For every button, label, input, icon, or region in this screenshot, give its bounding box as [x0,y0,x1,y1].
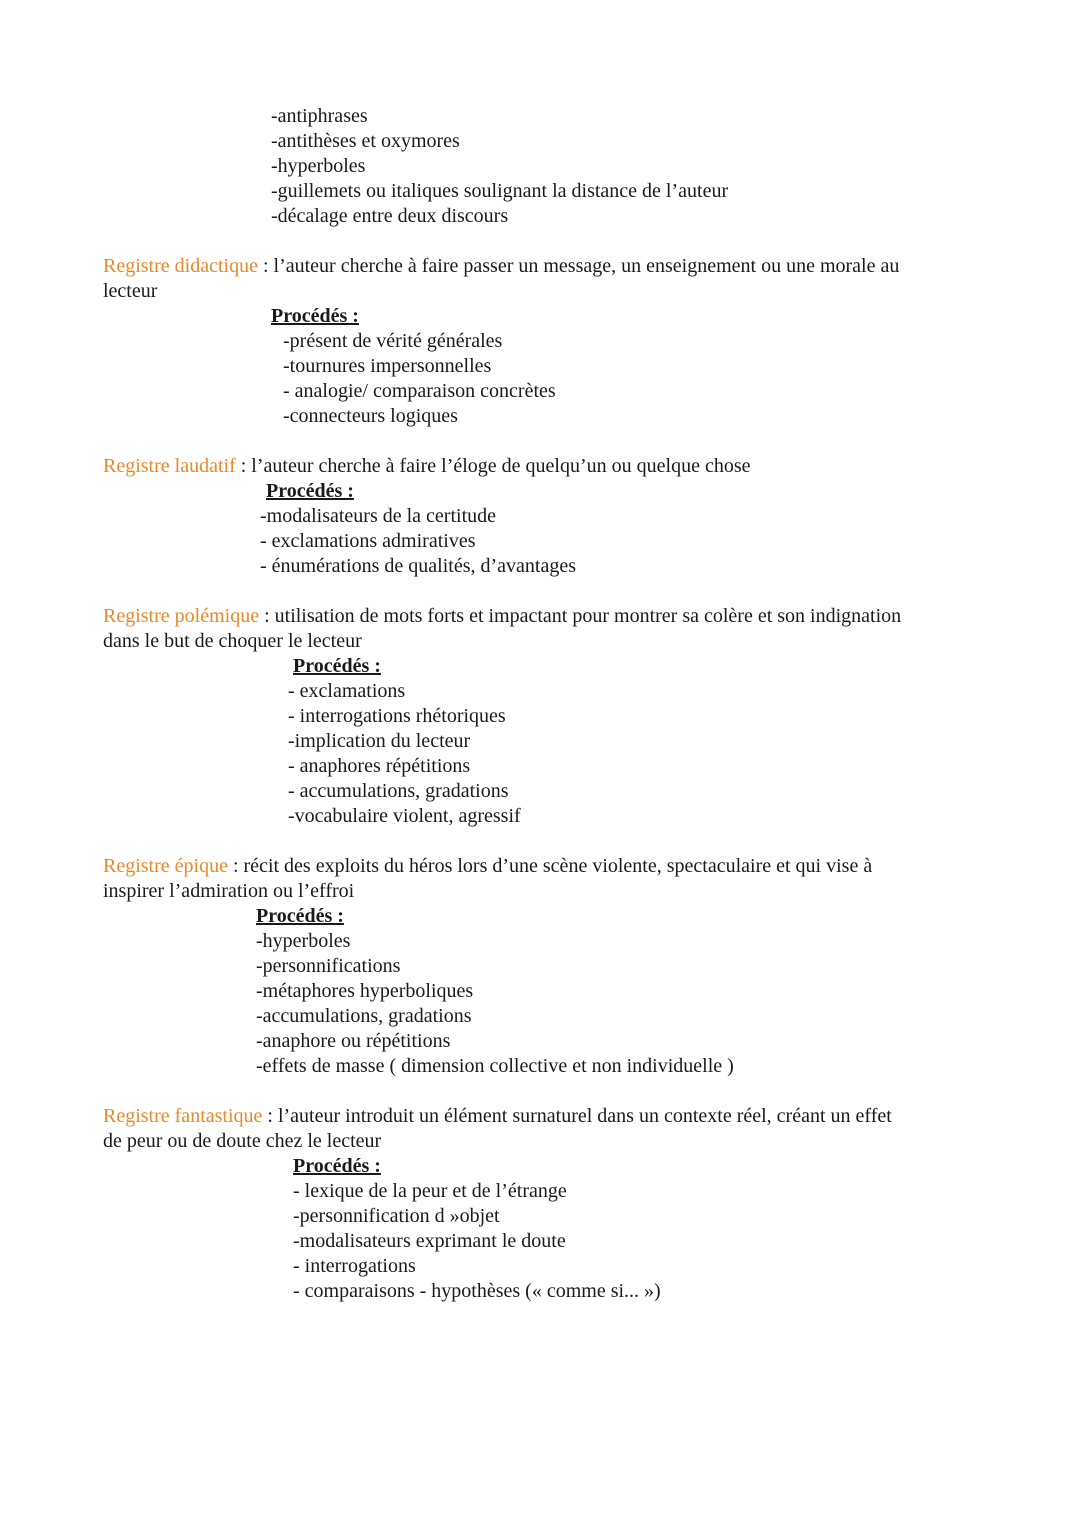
register-name: Registre épique [103,855,228,877]
procedes-heading: Procédés : [293,655,381,677]
intro-item: -guillemets ou italiques soulignant la distance de l’auteur [271,180,729,202]
procede-item: - exclamations admiratives [260,530,476,552]
section-epique-title-line [103,854,872,879]
procede-item: - accumulations, gradations [288,780,509,802]
register-name: Registre polémique [103,605,260,627]
procede-item: - exclamations [288,680,406,702]
procede-item: -modalisateurs de la certitude [260,505,497,527]
register-description-continued: dans le but de choquer le lecteur [103,630,362,652]
section-laudatif-title-line [103,454,751,479]
procede-item: - interrogations rhétoriques [288,705,506,727]
register-description: : l’auteur cherche à faire l’éloge de quelqu’un ou quelque chose [235,455,751,477]
procedes-heading: Procédés : [293,1155,381,1177]
section-polemique-title-line [103,604,901,629]
register-name: Registre laudatif [103,455,236,477]
procede-item: -présent de vérité générales [283,330,503,352]
procedes-heading: Procédés : [256,905,344,927]
procede-item: - analogie/ comparaison concrètes [283,380,556,402]
procede-item: - anaphores répétitions [288,755,471,777]
procede-item: -tournures impersonnelles [283,355,492,377]
section-fantastique-title-line [103,1104,892,1129]
procede-item: -accumulations, gradations [256,1005,472,1027]
register-description: : récit des exploits du héros lors d’une scène violente, spectaculaire et qui vise à [227,855,873,877]
procede-item: -hyperboles [256,930,351,952]
procede-item: - lexique de la peur et de l’étrange [293,1180,567,1202]
procede-item: -métaphores hyperboliques [256,980,474,1002]
procede-item: -anaphore ou répétitions [256,1030,451,1052]
procedes-heading: Procédés : [271,305,359,327]
procede-item: -effets de masse ( dimension collective et non individuelle ) [256,1055,734,1077]
register-description-continued: de peur ou de doute chez le lecteur [103,1130,382,1152]
register-description-continued: inspirer l’admiration ou l’effroi [103,880,355,902]
procede-item: -implication du lecteur [288,730,471,752]
register-name: Registre didactique [103,255,258,277]
procede-item: - comparaisons - hypothèses (« comme si... ») [293,1280,661,1302]
intro-item: -décalage entre deux discours [271,205,509,227]
procede-item: -connecteurs logiques [283,405,458,427]
procede-item: -vocabulaire violent, agressif [288,805,521,827]
intro-item: -antithèses et oxymores [271,130,460,152]
procede-item: -personnifications [256,955,401,977]
register-description-continued: lecteur [103,280,158,302]
intro-item: -hyperboles [271,155,366,177]
procede-item: -personnification d »objet [293,1205,500,1227]
procede-item: - interrogations [293,1255,416,1277]
procede-item: -modalisateurs exprimant le doute [293,1230,566,1252]
intro-item: -antiphrases [271,105,368,127]
procedes-heading: Procédés : [266,480,354,502]
register-description: : utilisation de mots forts et impactant pour montrer sa colère et son indignation [259,605,902,627]
register-description: : l’auteur introduit un élément surnaturel dans un contexte réel, créant un effet [262,1105,892,1127]
section-didactique-title-line [103,254,899,279]
register-description: : l’auteur cherche à faire passer un message, un enseignement ou une morale au [257,255,900,277]
procede-item: - énumérations de qualités, d’avantages [260,555,576,577]
register-name: Registre fantastique [103,1105,263,1127]
